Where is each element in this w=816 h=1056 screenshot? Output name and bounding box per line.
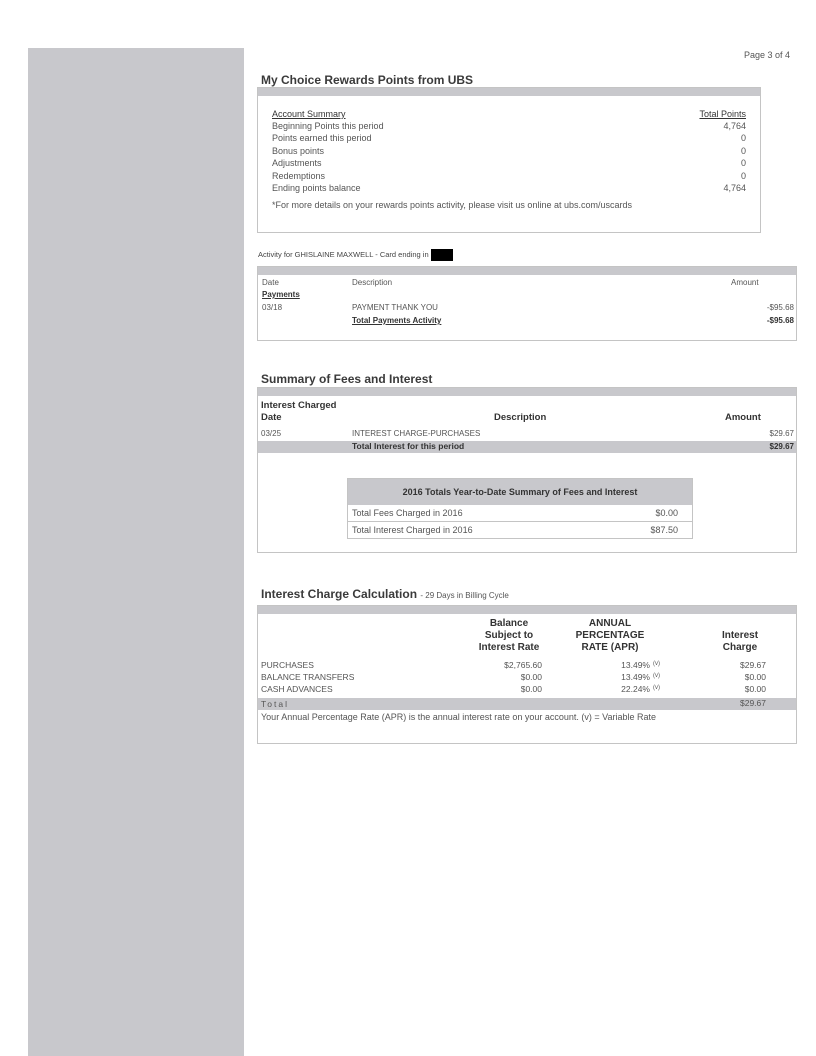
calc-row-type: CASH ADVANCES bbox=[261, 684, 333, 694]
calc-row-apr bbox=[621, 672, 660, 682]
rewards-band bbox=[258, 88, 760, 96]
total-payments-label: Total Payments Activity bbox=[352, 316, 442, 325]
rewards-box bbox=[257, 87, 761, 233]
charge-header-line: Interest bbox=[721, 630, 759, 641]
interest-charge-header bbox=[708, 630, 772, 654]
payments-section-label: Payments bbox=[262, 290, 300, 299]
ytd-summary-table bbox=[347, 478, 693, 539]
rewards-row-label: Adjustments bbox=[272, 158, 322, 168]
apr-header-line: PERCENTAGE bbox=[575, 630, 645, 641]
rewards-row-value: 0 bbox=[740, 171, 746, 181]
calc-row-apr bbox=[621, 684, 660, 694]
calc-row-apr-value: 13.49% bbox=[621, 672, 650, 682]
calc-title-line bbox=[261, 587, 509, 601]
variable-rate-flag: (v) bbox=[653, 673, 660, 679]
activity-amount-header: Amount bbox=[731, 278, 759, 287]
activity-band bbox=[258, 267, 796, 275]
ytd-row-label: Total Interest Charged in 2016 bbox=[352, 525, 473, 535]
rewards-row bbox=[272, 121, 746, 133]
rewards-row-value: 0 bbox=[740, 133, 746, 143]
ytd-row-value: $87.50 bbox=[650, 525, 678, 535]
apr-header-line: RATE (APR) bbox=[581, 642, 639, 653]
interest-amount: $29.67 bbox=[769, 429, 794, 438]
ytd-row-value: $0.00 bbox=[655, 508, 678, 518]
total-points-label: Total Points bbox=[699, 109, 746, 119]
rewards-row-label: Bonus points bbox=[272, 146, 325, 156]
rewards-row bbox=[272, 183, 746, 195]
calc-title: Interest Charge Calculation bbox=[261, 587, 418, 601]
calc-row-charge: $0.00 bbox=[744, 684, 766, 694]
apr-header bbox=[554, 618, 666, 654]
variable-rate-flag: (v) bbox=[653, 661, 660, 667]
activity-for-label bbox=[258, 249, 453, 261]
fees-description-header: Description bbox=[494, 412, 547, 423]
total-payments-amount: -$95.68 bbox=[766, 316, 794, 325]
total-interest-amount: $29.67 bbox=[769, 442, 794, 451]
left-sidebar-panel bbox=[28, 48, 244, 1056]
calc-row-type: PURCHASES bbox=[261, 660, 314, 670]
rewards-row bbox=[272, 158, 746, 170]
fees-box bbox=[257, 387, 797, 553]
variable-rate-flag: (v) bbox=[653, 685, 660, 691]
calc-row-balance: $0.00 bbox=[520, 672, 542, 682]
calc-row-apr-value: 22.24% bbox=[621, 684, 650, 694]
ytd-row-label: Total Fees Charged in 2016 bbox=[352, 508, 463, 518]
calc-band bbox=[258, 606, 796, 614]
rewards-header-row bbox=[272, 109, 746, 121]
interest-description: INTEREST CHARGE-PURCHASES bbox=[352, 429, 481, 438]
fees-band bbox=[258, 388, 796, 396]
fees-amount-header: Amount bbox=[725, 412, 761, 423]
rewards-title: My Choice Rewards Points from UBS bbox=[261, 73, 474, 87]
calc-row-balance: $0.00 bbox=[520, 684, 542, 694]
calc-row-apr bbox=[621, 660, 660, 670]
ytd-row bbox=[348, 522, 692, 538]
total-interest-label: Total Interest for this period bbox=[352, 441, 465, 451]
calc-total-bar bbox=[258, 698, 796, 710]
balance-header-line: Balance bbox=[489, 618, 529, 629]
fees-date-header: Date bbox=[261, 412, 282, 423]
charge-header-line: Charge bbox=[722, 642, 758, 653]
balance-header-line: Interest Rate bbox=[478, 642, 540, 653]
payment-amount: -$95.68 bbox=[766, 303, 794, 312]
calc-row-balance: $2,765.60 bbox=[504, 660, 542, 670]
calc-row-type: BALANCE TRANSFERS bbox=[261, 672, 355, 682]
activity-date-header: Date bbox=[262, 278, 279, 287]
total-interest-bar bbox=[258, 441, 796, 453]
activity-for-text: Activity for GHISLAINE MAXWELL - Card ending in bbox=[258, 249, 429, 259]
rewards-row-value: 0 bbox=[740, 146, 746, 156]
calc-total-amount: $29.67 bbox=[740, 698, 766, 708]
fees-title: Summary of Fees and Interest bbox=[261, 372, 433, 386]
payment-description: PAYMENT THANK YOU bbox=[352, 303, 438, 312]
activity-description-header: Description bbox=[352, 278, 393, 287]
rewards-row bbox=[272, 146, 746, 158]
calc-total-label: Total bbox=[261, 699, 289, 709]
page-number: Page 3 of 4 bbox=[744, 50, 791, 60]
interest-date: 03/25 bbox=[261, 429, 282, 438]
calc-row-charge: $29.67 bbox=[740, 660, 766, 670]
activity-box bbox=[257, 266, 797, 341]
redacted-card-number bbox=[431, 249, 453, 261]
balance-subject-header bbox=[458, 618, 560, 654]
apr-header-line: ANNUAL bbox=[588, 618, 632, 629]
rewards-row bbox=[272, 133, 746, 145]
rewards-row-value: 4,764 bbox=[723, 121, 746, 131]
calc-box bbox=[257, 605, 797, 744]
ytd-title: 2016 Totals Year-to-Date Summary of Fees and Interest bbox=[348, 479, 692, 505]
rewards-row-label: Beginning Points this period bbox=[272, 121, 384, 131]
rewards-note: *For more details on your rewards points activity, please visit us online at ubs.com/uscards bbox=[272, 200, 632, 210]
rewards-row-label: Points earned this period bbox=[272, 133, 372, 143]
calc-row-charge: $0.00 bbox=[744, 672, 766, 682]
calc-subtitle: - 29 Days in Billing Cycle bbox=[420, 591, 509, 600]
ytd-row bbox=[348, 505, 692, 521]
rewards-row-label: Ending points balance bbox=[272, 183, 361, 193]
rewards-row bbox=[272, 171, 746, 183]
apr-note: Your Annual Percentage Rate (APR) is the annual interest rate on your account. (v) = Variable Rate bbox=[261, 712, 656, 722]
rewards-row-value: 4,764 bbox=[723, 183, 746, 193]
calc-row-apr-value: 13.49% bbox=[621, 660, 650, 670]
rewards-row-label: Redemptions bbox=[272, 171, 326, 181]
rewards-row-value: 0 bbox=[740, 158, 746, 168]
account-summary-label: Account Summary bbox=[272, 109, 346, 119]
payment-date: 03/18 bbox=[262, 303, 283, 312]
balance-header-line: Subject to bbox=[484, 630, 534, 641]
interest-charged-label: Interest Charged bbox=[261, 400, 337, 411]
